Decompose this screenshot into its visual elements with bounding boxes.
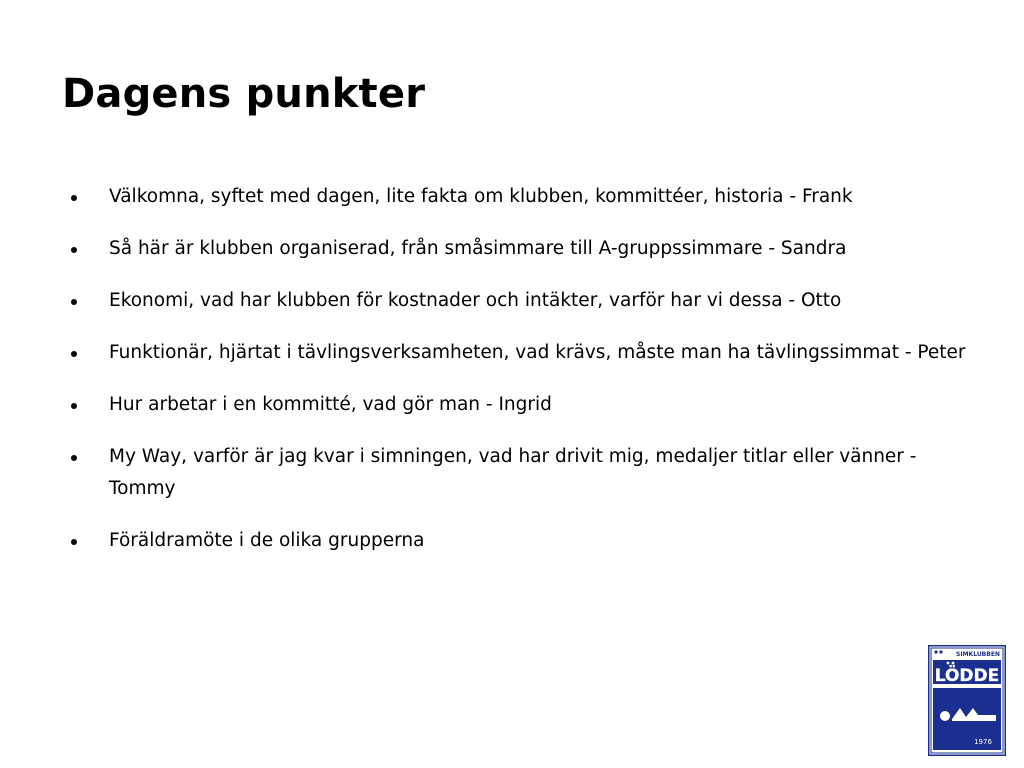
list-item [70,525,970,557]
logo-year: 1976 [974,738,992,746]
list-item [70,441,970,505]
bullet-dot-icon [71,247,77,253]
bullet-dot-icon [71,195,77,201]
bullet-dot-icon [71,455,77,461]
logo-umlaut-icon [947,662,950,665]
list-item-text: Hur arbetar i en kommitté, vad gör man - Ingrid [109,394,552,415]
logo-dot-icon [934,650,937,653]
list-item-text: Ekonomi, vad har klubben för kostnader och intäkter, varför har vi dessa - Otto [109,290,842,311]
logo-dot-icon [939,650,942,653]
list-item [70,285,970,317]
club-logo [928,645,1006,756]
list-item [70,181,970,213]
logo-umlaut-icon [952,662,955,665]
slide-title: Dagens punkter [62,71,426,117]
list-item-text: Föräldramöte i de olika grupperna [109,530,425,551]
list-item [70,389,970,421]
bullet-dot-icon [71,403,77,409]
list-item [70,233,970,265]
bullet-dot-icon [71,351,77,357]
logo-top-text: SIMKLUBBEN [956,651,1000,658]
swimmer-head-icon [940,711,950,721]
list-item-text: Funktionär, hjärtat i tävlingsverksamheten, vad krävs, måste man ha tävlingssimmat - Peter [109,342,966,363]
bullet-dot-icon [71,299,77,305]
list-item-text: My Way, varför är jag kvar i simningen, vad har drivit mig, medaljer titlar eller vänner - Tommy [109,446,917,499]
list-item-text: Så här är klubben organiserad, från småsimmare till A-gruppssimmare - Sandra [109,238,847,259]
list-item [70,337,970,369]
logo-name: LÖDDE [934,666,1000,686]
list-item-text: Välkomna, syftet med dagen, lite fakta om klubben, kommittéer, historia - Frank [109,186,853,207]
agenda-list [70,181,970,577]
bullet-dot-icon [71,539,77,545]
